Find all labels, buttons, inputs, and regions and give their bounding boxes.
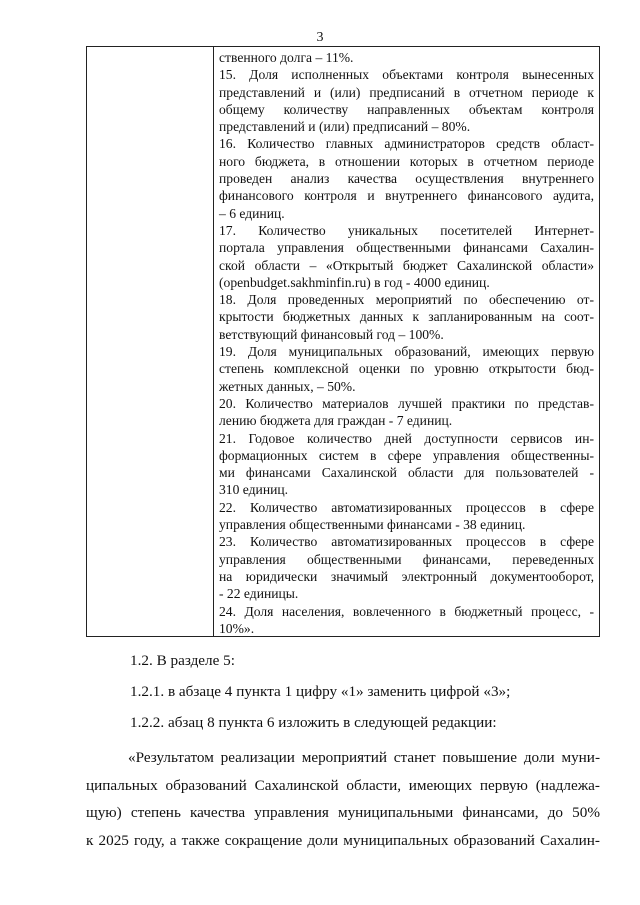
table-column-divider <box>213 47 214 636</box>
table-text-line: ного бюджета, в отношении которых в отчетном периоде <box>219 153 594 169</box>
table-text-line: общему количеству направленных объектам контроля <box>219 101 594 117</box>
table-text-line: 18. Доля проведенных мероприятий по обеспечению от- <box>219 292 594 308</box>
table-text-line: проведен анализ качества осуществления внутреннего <box>219 171 594 187</box>
table-text-line: 22. Количество автоматизированных процессов в сфере <box>219 499 594 515</box>
quote-text-line: «Результатом реализации мероприятий станет повышение доли муни- <box>128 749 600 766</box>
indicators-table <box>86 46 600 637</box>
quote-text-line: к 2025 году, а также сокращение доли муниципальных образований Сахалин- <box>86 831 600 849</box>
table-text-line: 16. Количество главных администраторов средств област- <box>219 136 594 152</box>
table-text-line: ской области – «Открытый бюджет Сахалинской области» <box>219 257 594 273</box>
table-text-line: 21. Годовое количество дней доступности сервисов ин- <box>219 430 594 446</box>
table-text-line: 20. Количество материалов лучшей практики по представ- <box>219 395 594 411</box>
table-text-line: управления общественными финансами - 38 единиц. <box>219 517 526 533</box>
table-text-line: финансового контроля и внутреннего финансового аудита, <box>219 188 594 204</box>
table-text-line: 24. Доля населения, вовлеченного в бюджетный процесс, - <box>219 603 594 619</box>
table-text-line: - 22 единицы. <box>219 586 299 602</box>
table-text-line: формационных систем в сфере управления общественны- <box>219 447 594 463</box>
table-text-line: 23. Количество автоматизированных процессов в сфере <box>219 534 594 550</box>
paragraph-1-2-2: 1.2.2. абзац 8 пункта 6 изложить в следующей редакции: <box>130 714 497 731</box>
paragraph-1-2-1: 1.2.1. в абзаце 4 пункта 1 цифру «1» заменить цифрой «3»; <box>130 683 511 700</box>
table-text-line: ственного долга – 11%. <box>219 50 354 65</box>
table-text-line: лению бюджета для граждан - 7 единиц. <box>219 413 453 429</box>
quoted-paragraph <box>86 744 600 854</box>
table-text-line: на юридически значимый электронный документооборот, <box>219 568 594 584</box>
table-text-line: 19. Доля муниципальных образований, имеющих первую <box>219 344 594 360</box>
table-text-line: (openbudget.sakhminfin.ru) в год - 4000 единиц. <box>219 274 490 290</box>
table-text-line: 310 единиц. <box>219 482 289 498</box>
table-text-line: жетных данных, – 50%. <box>219 378 356 394</box>
quote-text-line: щую) степень качества управления муниципальными финансами, до 50% <box>86 804 600 822</box>
table-text-line: ветствующий финансовый год – 100%. <box>219 326 444 342</box>
page-number: 3 <box>316 30 324 45</box>
table-right-cell <box>219 49 594 637</box>
table-text-line: 10%». <box>219 620 255 636</box>
quote-text-line: ципальных образований Сахалинской области, имеющих первую (надлежа- <box>86 776 600 794</box>
paragraph-1-2: 1.2. В разделе 5: <box>130 652 235 669</box>
table-text-line: ми финансами Сахалинской области для пользователей - <box>219 465 594 481</box>
table-text-line: 15. Доля исполненных объектами контроля вынесенных <box>219 67 594 83</box>
table-text-line: степень комплексной оценки по уровню открытости бюд- <box>219 361 594 377</box>
table-text-line: представлений и (или) предписаний – 80%. <box>219 119 471 135</box>
table-text-line: – 6 единиц. <box>219 205 285 221</box>
table-text-line: 17. Количество уникальных посетителей Интернет- <box>219 222 594 238</box>
table-text-line: крытости бюджетных данных к запланированным на соот- <box>219 309 594 325</box>
table-text-line: представлений и (или) предписаний в отчетном периоде к <box>219 84 594 100</box>
table-text-line: управления общественными финансами, переведенных <box>219 551 594 567</box>
table-text-line: портала управления общественными финансами Сахалин- <box>219 240 594 256</box>
